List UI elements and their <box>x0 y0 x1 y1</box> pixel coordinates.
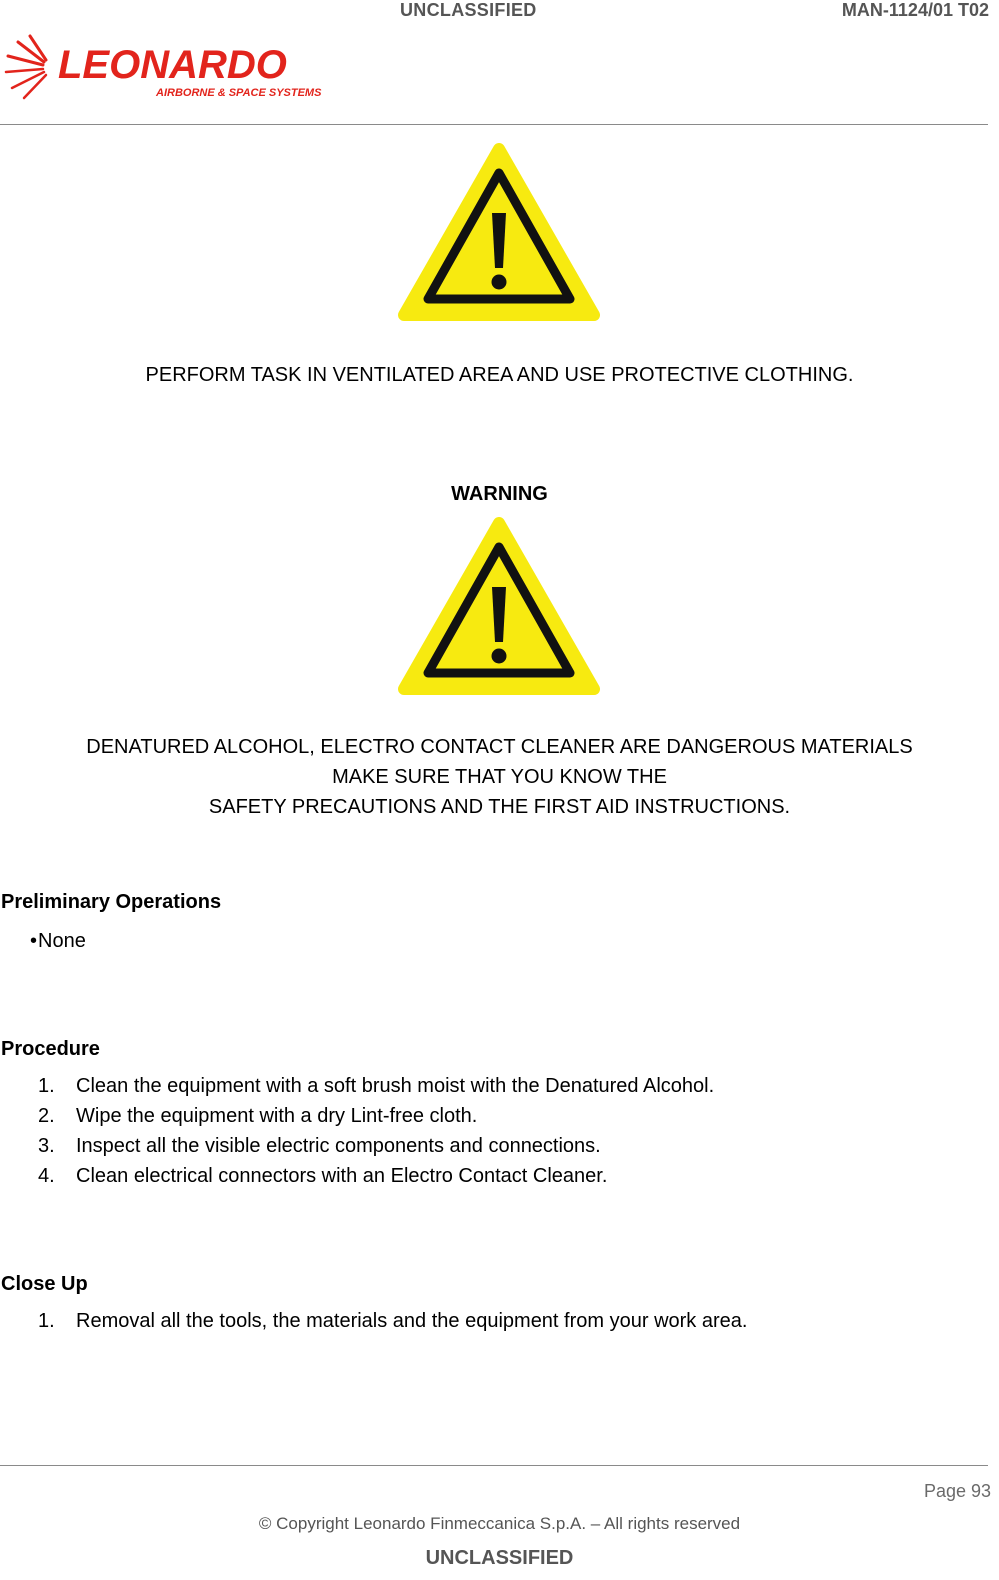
list-item: 3. Inspect all the visible electric components and connections. <box>38 1135 601 1157</box>
document-number: MAN-1124/01 T02 <box>841 0 989 20</box>
bullet-icon: • <box>30 930 38 952</box>
close-up-heading: Close Up <box>1 1273 88 1295</box>
preliminary-operations-heading: Preliminary Operations <box>1 891 222 913</box>
procedure-heading: Procedure <box>1 1038 100 1060</box>
warning-text-line: SAFETY PRECAUTIONS AND THE FIRST AID INSTRUCTIONS. <box>208 796 791 818</box>
leonardo-logo <box>0 28 330 102</box>
close-up-list <box>0 1306 999 1336</box>
list-item: 2. Wipe the equipment with a dry Lint-free cloth. <box>38 1105 478 1127</box>
list-item: 1. Clean the equipment with a soft brush moist with the Denatured Alcohol. <box>38 1075 715 1097</box>
preliminary-operations-list <box>0 926 999 956</box>
warning-text-line: MAKE SURE THAT YOU KNOW THE <box>332 766 667 788</box>
classification-footer: UNCLASSIFIED <box>425 1547 574 1569</box>
logo-burst-icon <box>6 36 46 98</box>
list-item: 1. Removal all the tools, the materials and the equipment from your work area. <box>38 1310 748 1332</box>
warning-title: WARNING <box>451 483 548 505</box>
caution-text: PERFORM TASK IN VENTILATED AREA AND USE PROTECTIVE CLOTHING. <box>145 364 854 386</box>
procedure-list <box>0 1071 999 1191</box>
header-rule <box>0 124 988 125</box>
warning-triangle-icon <box>398 143 600 325</box>
classification-header: UNCLASSIFIED <box>400 0 537 20</box>
warning-triangle-icon <box>398 517 600 699</box>
logo-wordmark: LEONARDO <box>58 43 287 87</box>
footer-rule <box>0 1465 988 1466</box>
list-item: 4. Clean electrical connectors with an Electro Contact Cleaner. <box>38 1165 608 1187</box>
list-item: • None <box>0 926 999 956</box>
logo-subtitle: AIRBORNE & SPACE SYSTEMS <box>156 87 322 99</box>
warning-text-line: DENATURED ALCOHOL, ELECTRO CONTACT CLEANER ARE DANGEROUS MATERIALS <box>86 736 913 758</box>
copyright-notice: © Copyright Leonardo Finmeccanica S.p.A. – All rights reserved <box>258 1514 741 1533</box>
page-number: Page 93 <box>923 1481 991 1501</box>
